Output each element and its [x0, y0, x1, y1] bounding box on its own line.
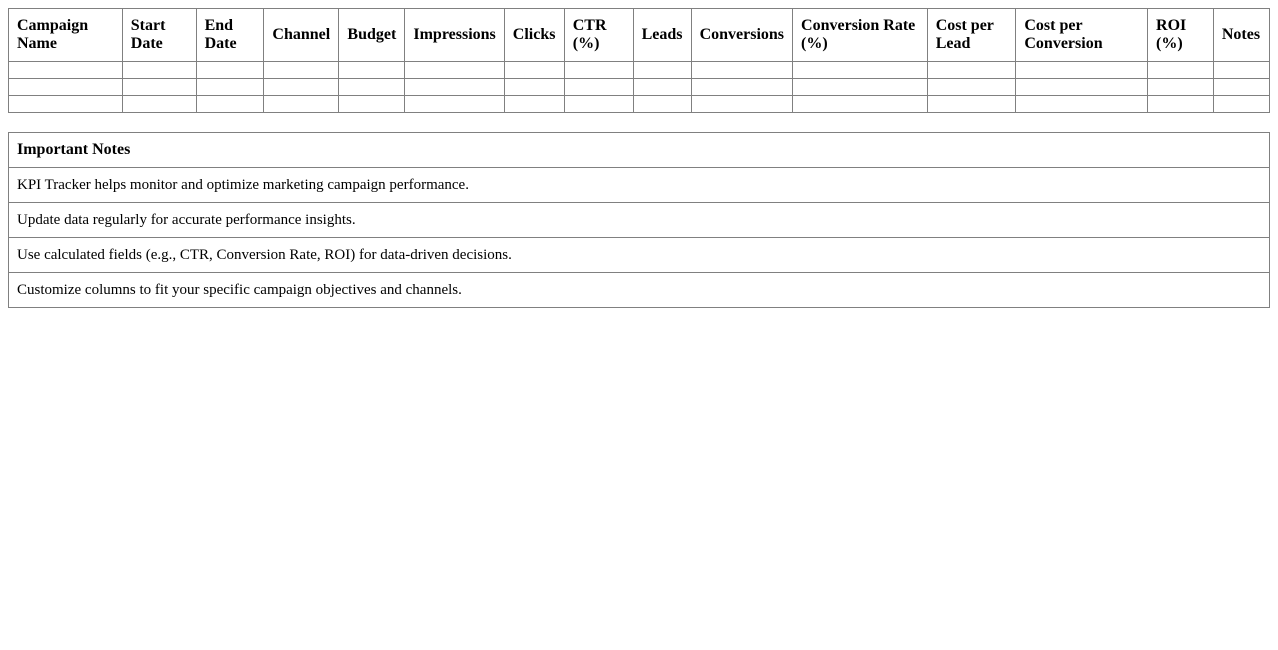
column-header-budget: Budget	[339, 9, 405, 62]
kpi-table-body	[9, 62, 1270, 113]
table-cell[interactable]	[691, 62, 792, 79]
table-cell[interactable]	[927, 96, 1016, 113]
table-cell[interactable]	[9, 79, 123, 96]
notes-title: Important Notes	[9, 133, 1270, 168]
table-cell[interactable]	[339, 96, 405, 113]
table-cell[interactable]	[1016, 96, 1148, 113]
table-cell[interactable]	[1148, 62, 1214, 79]
column-header-start-date: Start Date	[122, 9, 196, 62]
table-cell[interactable]	[504, 62, 564, 79]
column-header-cost-per-conversion: Cost per Conversion	[1016, 9, 1148, 62]
column-header-leads: Leads	[633, 9, 691, 62]
note-item: Use calculated fields (e.g., CTR, Conversion Rate, ROI) for data-driven decisions.	[9, 238, 1270, 273]
table-cell[interactable]	[1148, 96, 1214, 113]
table-cell[interactable]	[793, 79, 928, 96]
header-row	[9, 9, 1270, 62]
table-cell[interactable]	[504, 79, 564, 96]
table-cell[interactable]	[1213, 96, 1269, 113]
table-cell[interactable]	[339, 62, 405, 79]
table-row	[9, 96, 1270, 113]
note-row	[9, 203, 1270, 238]
table-cell[interactable]	[504, 96, 564, 113]
table-cell[interactable]	[691, 79, 792, 96]
column-header-ctr: CTR (%)	[564, 9, 633, 62]
column-header-end-date: End Date	[196, 9, 264, 62]
table-cell[interactable]	[633, 62, 691, 79]
table-cell[interactable]	[1213, 62, 1269, 79]
table-cell[interactable]	[264, 96, 339, 113]
column-header-campaign-name: Campaign Name	[9, 9, 123, 62]
table-cell[interactable]	[564, 96, 633, 113]
table-cell[interactable]	[122, 79, 196, 96]
table-cell[interactable]	[264, 62, 339, 79]
table-cell[interactable]	[1016, 62, 1148, 79]
table-cell[interactable]	[9, 62, 123, 79]
table-cell[interactable]	[691, 96, 792, 113]
note-row	[9, 238, 1270, 273]
table-cell[interactable]	[122, 62, 196, 79]
table-cell[interactable]	[793, 62, 928, 79]
notes-title-row	[9, 133, 1270, 168]
important-notes-table	[8, 132, 1270, 308]
column-header-impressions: Impressions	[405, 9, 504, 62]
table-cell[interactable]	[633, 96, 691, 113]
table-cell[interactable]	[1016, 79, 1148, 96]
column-header-notes: Notes	[1213, 9, 1269, 62]
note-item: Customize columns to fit your specific campaign objectives and channels.	[9, 273, 1270, 308]
table-cell[interactable]	[564, 62, 633, 79]
table-cell[interactable]	[564, 79, 633, 96]
table-cell[interactable]	[793, 96, 928, 113]
table-cell[interactable]	[927, 79, 1016, 96]
note-item: KPI Tracker helps monitor and optimize marketing campaign performance.	[9, 168, 1270, 203]
kpi-tracker-table	[8, 8, 1270, 113]
table-cell[interactable]	[196, 79, 264, 96]
table-row	[9, 62, 1270, 79]
table-cell[interactable]	[264, 79, 339, 96]
column-header-roi: ROI (%)	[1148, 9, 1214, 62]
column-header-cost-per-lead: Cost per Lead	[927, 9, 1016, 62]
table-row	[9, 79, 1270, 96]
column-header-clicks: Clicks	[504, 9, 564, 62]
column-header-channel: Channel	[264, 9, 339, 62]
column-header-conversion-rate: Conversion Rate (%)	[793, 9, 928, 62]
column-header-conversions: Conversions	[691, 9, 792, 62]
table-cell[interactable]	[122, 96, 196, 113]
table-cell[interactable]	[633, 79, 691, 96]
table-cell[interactable]	[1148, 79, 1214, 96]
note-row	[9, 273, 1270, 308]
note-item: Update data regularly for accurate performance insights.	[9, 203, 1270, 238]
table-cell[interactable]	[927, 62, 1016, 79]
table-cell[interactable]	[405, 62, 504, 79]
table-cell[interactable]	[405, 96, 504, 113]
table-cell[interactable]	[339, 79, 405, 96]
table-cell[interactable]	[1213, 79, 1269, 96]
table-cell[interactable]	[9, 96, 123, 113]
note-row	[9, 168, 1270, 203]
page-content	[8, 8, 1270, 308]
table-cell[interactable]	[196, 62, 264, 79]
table-cell[interactable]	[405, 79, 504, 96]
table-cell[interactable]	[196, 96, 264, 113]
